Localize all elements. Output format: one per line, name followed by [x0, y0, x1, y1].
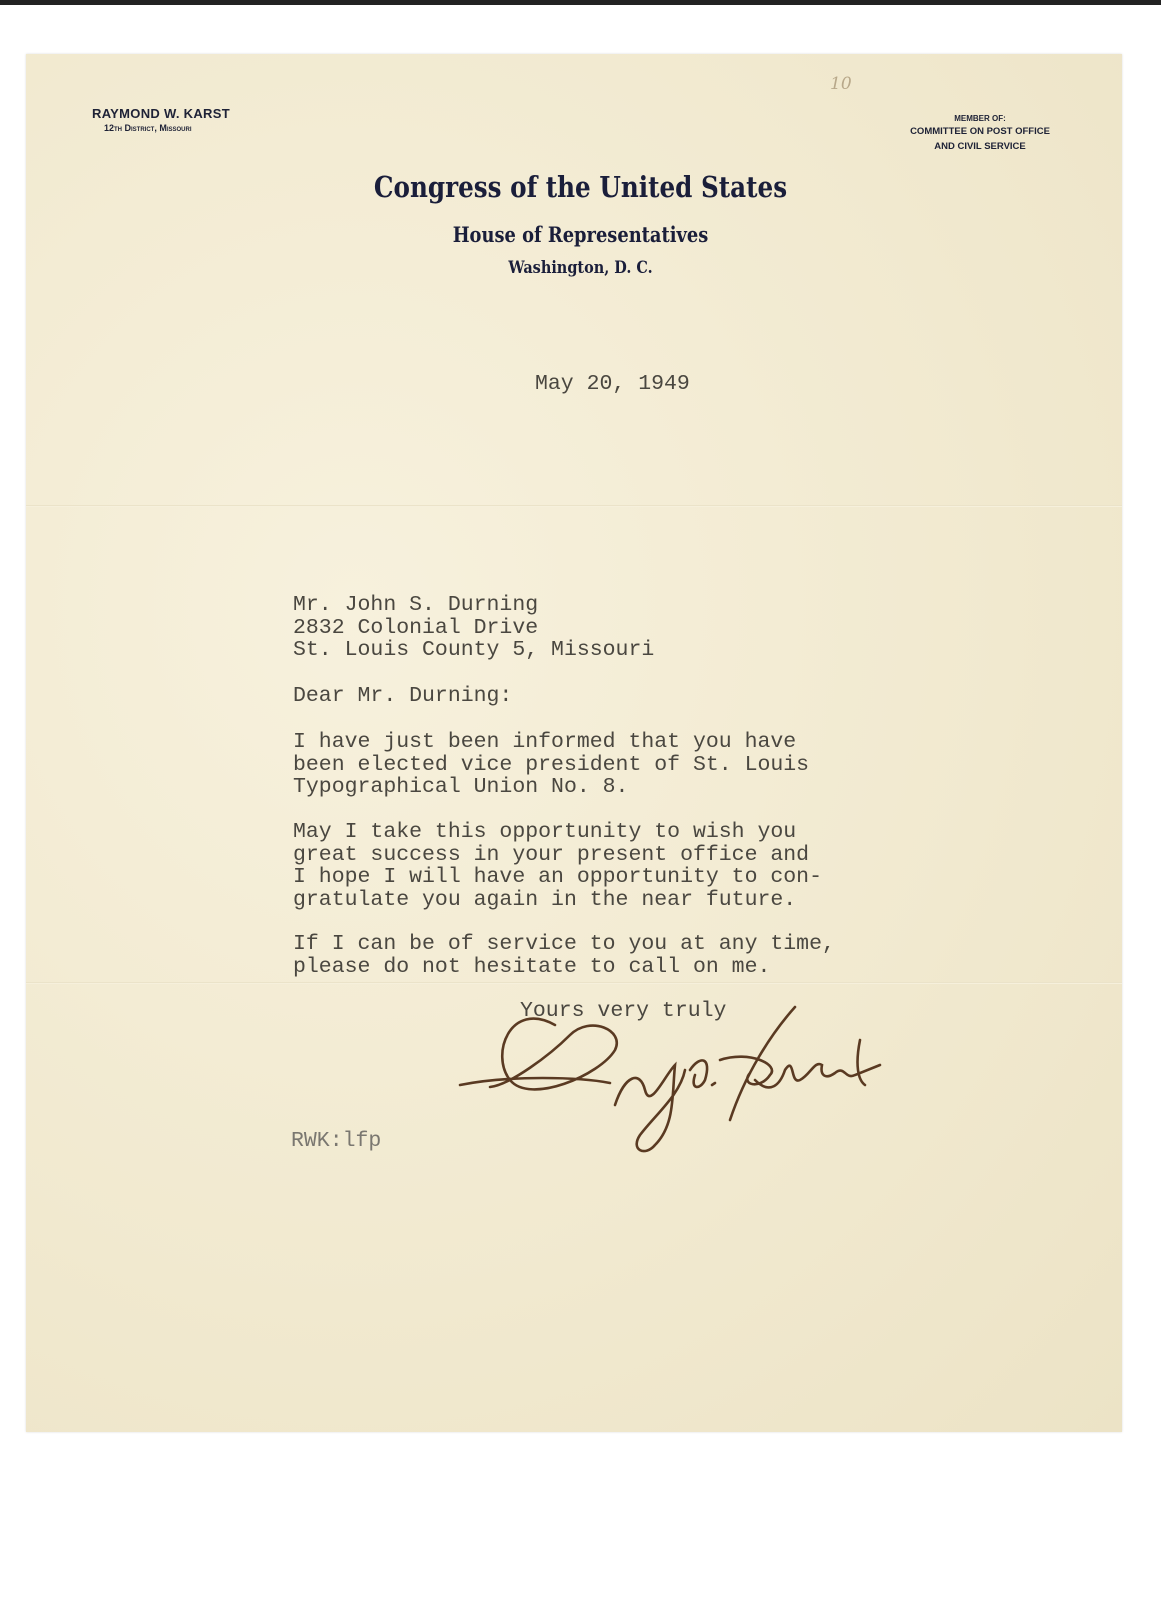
signature	[450, 995, 910, 1175]
letterhead-committee	[880, 113, 1080, 154]
letter-date: May 20, 1949	[535, 372, 690, 396]
address-line: Mr. John S. Durning	[293, 593, 539, 617]
salutation: Dear Mr. Durning:	[293, 684, 513, 708]
body-paragraph: If I can be of service to you at any time, please do not hesitate to call on me.	[293, 932, 835, 979]
committee-line: AND CIVIL SERVICE	[934, 141, 1026, 152]
committee-line: COMMITTEE ON POST OFFICE	[910, 126, 1050, 137]
sender-district: 12th District, Missouri	[104, 123, 192, 133]
address-line: 2832 Colonial Drive	[293, 615, 539, 640]
typist-initials: RWK:lfp	[291, 1129, 382, 1153]
recipient-address	[293, 594, 654, 662]
address-line: St. Louis County 5, Missouri	[293, 638, 655, 662]
scan-edge	[0, 0, 1161, 5]
page-mark: 10	[830, 74, 852, 94]
member-label: MEMBER OF:	[954, 114, 1006, 123]
fold-line	[26, 982, 1122, 984]
body-paragraph: May I take this opportunity to wish you great success in your present office and I hope I will have an opportunity to con- gratulate you again in the near future.	[293, 820, 822, 912]
sender-name: RAYMOND W. KARST	[92, 106, 230, 121]
letterhead-title: Congress of the United States	[373, 170, 788, 204]
letterhead-subtitle: House of Representatives	[452, 222, 709, 247]
fold-line	[26, 505, 1122, 507]
letterhead-sender	[92, 106, 230, 133]
body-paragraph: I have just been informed that you have been elected vice president of St. Louis Typographical Union No. 8.	[293, 730, 810, 799]
letterhead-location: Washington, D. C.	[508, 258, 653, 278]
closing: Yours very truly	[520, 999, 727, 1023]
